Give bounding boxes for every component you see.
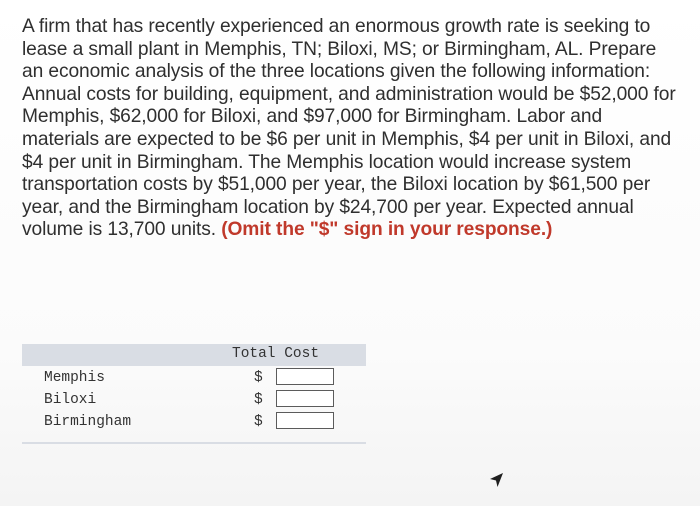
instruction-omit: (Omit xyxy=(221,219,271,241)
question-body: A firm that has recently experienced an enormous growth rate is seeking to lease a small plant in Memphis, TN; Biloxi, MS; or Birmingham, AL. Prepare an economic analysis of the three locations given the following information: Annual costs for building, equipment, and administration would be $52,000 for Memphis, $62,000 for Biloxi, and $97,000 for Birmingham. Labor and materials are expected to be $6 per unit in Memphis, $4 per unit in Biloxi, and $4 per unit in Birmingham. The Memphis location would increase system transportation costs by $51,000 per year, the Biloxi location by $61,500 per year, and the Birmingham location by $24,700 per year. Expected annual volume is 13,700 units. xyxy=(22,16,676,241)
table-row-biloxi xyxy=(22,390,366,412)
total-cost-table xyxy=(22,344,366,444)
biloxi-total-cost-input[interactable] xyxy=(276,390,334,407)
table-row-birmingham xyxy=(22,412,366,434)
question-text xyxy=(22,16,682,242)
mouse-pointer-icon xyxy=(488,472,504,488)
row-label-biloxi: Biloxi xyxy=(44,392,97,408)
dollar-sign: $ xyxy=(254,370,263,386)
memphis-total-cost-input[interactable] xyxy=(276,368,334,385)
table-row-memphis xyxy=(22,368,366,390)
dollar-sign: $ xyxy=(254,414,263,430)
birmingham-total-cost-input[interactable] xyxy=(276,412,334,429)
row-label-birmingham: Birmingham xyxy=(44,414,132,430)
column-header-total-cost: Total Cost xyxy=(232,346,320,362)
table-bottom-border xyxy=(22,442,366,444)
row-label-memphis: Memphis xyxy=(44,370,105,386)
dollar-sign: $ xyxy=(254,392,263,408)
instruction-sign: the "$" sign in your response.) xyxy=(276,219,553,241)
mouse-pointer-shape xyxy=(490,473,503,487)
table-header xyxy=(22,344,366,366)
